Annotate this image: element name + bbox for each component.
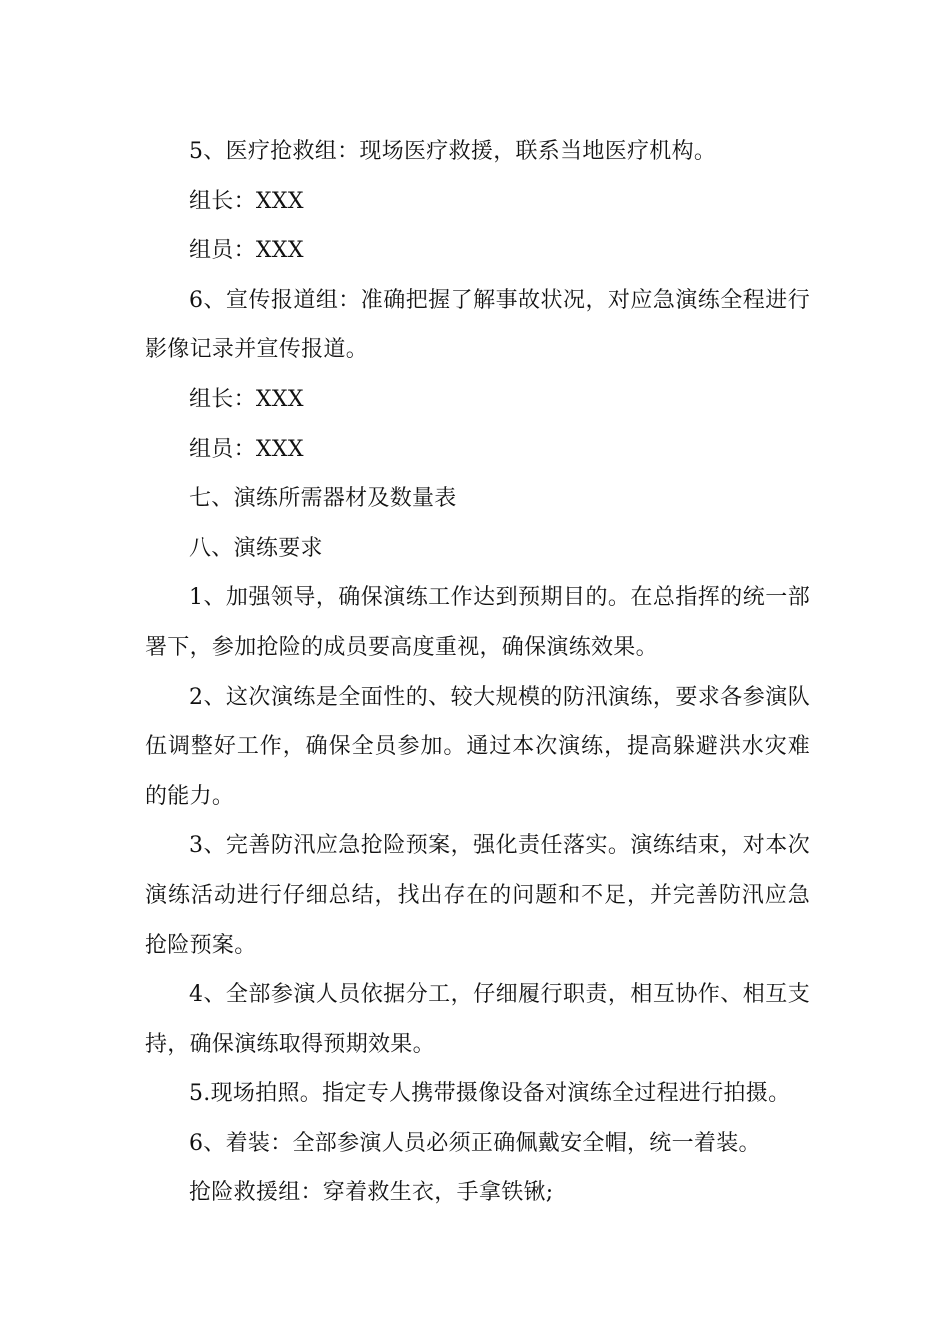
section-heading-requirements: 八、演练要求 [189, 535, 323, 561]
paragraph-group-leader: 组长：XXX [189, 188, 304, 214]
document-body [145, 127, 810, 1218]
paragraph-rescue-team-attire: 抢险救援组：穿着救生衣，手拿铁锹; [189, 1180, 554, 1206]
paragraph-group-leader: 组长：XXX [189, 386, 304, 412]
paragraph-requirement-1: 1、加强领导，确保演练工作达到预期目的。在总指挥的统一部署下，参加抢险的成员要高度重视，确保演练效果。 [145, 585, 810, 660]
section-heading-equipment: 七、演练所需器材及数量表 [189, 486, 457, 512]
paragraph-requirement-6: 6、着装：全部参演人员必须正确佩戴安全帽，统一着装。 [189, 1130, 761, 1156]
paragraph-group-members: 组员：XXX [189, 238, 304, 264]
paragraph-requirement-5: 5.现场拍照。指定专人携带摄像设备对演练全过程进行拍摄。 [189, 1081, 791, 1107]
paragraph-publicity-group: 6、宣传报道组：准确把握了解事故状况，对应急演练全程进行影像记录并宣传报道。 [145, 287, 810, 363]
paragraph-group-members: 组员：XXX [189, 436, 304, 462]
paragraph-medical-rescue-group: 5、医疗抢救组：现场医疗救援，联系当地医疗机构。 [189, 139, 717, 164]
paragraph-requirement-2: 2、这次演练是全面性的、较大规模的防汛演练，要求各参演队伍调整好工作，确保全员参加。通过本次演练，提高躲避洪水灾难的能力。 [145, 684, 810, 809]
paragraph-requirement-4: 4、全部参演人员依据分工，仔细履行职责，相互协作、相互支持，确保演练取得预期效果。 [145, 982, 810, 1057]
paragraph-requirement-3: 3、完善防汛应急抢险预案，强化责任落实。演练结束，对本次演练活动进行仔细总结，找出存在的问题和不足，并完善防汛应急抢险预案。 [145, 833, 810, 958]
